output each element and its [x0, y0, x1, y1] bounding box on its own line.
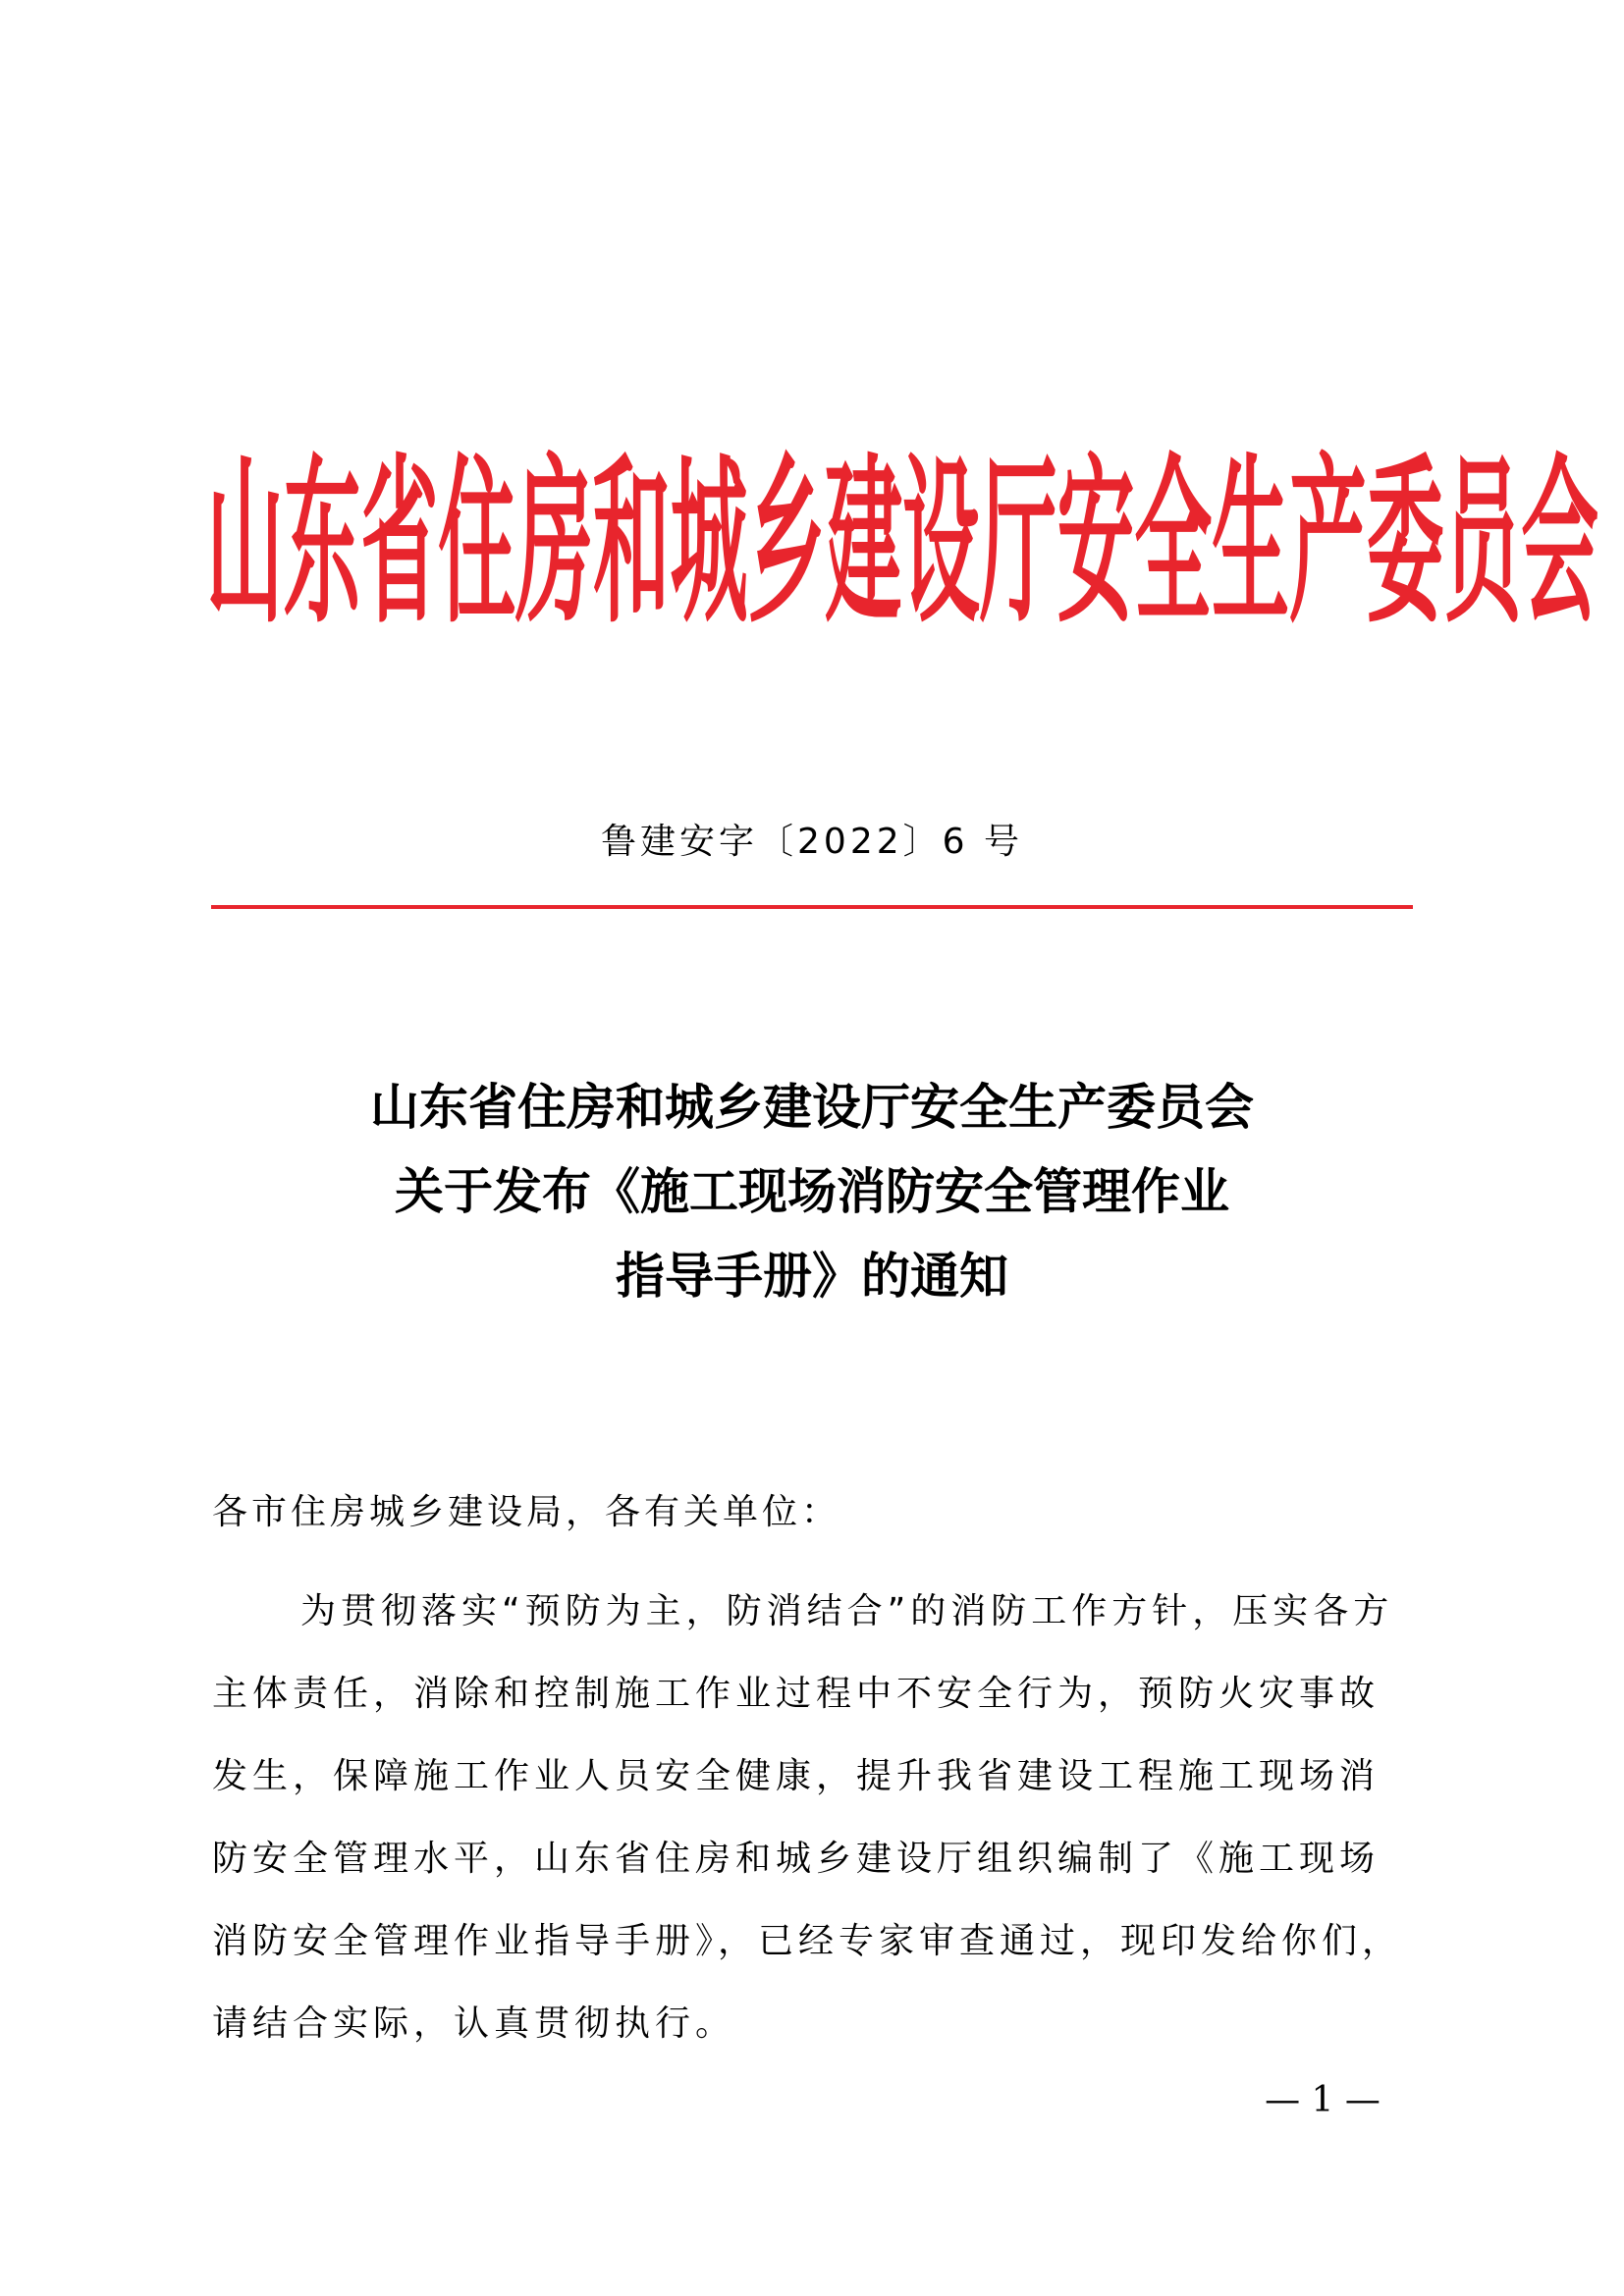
- masthead-title: 山东省住房和城乡建设厅安全生产委员会: [206, 441, 1599, 649]
- title-line: 关于发布《施工现场消防安全管理作业: [395, 1163, 1229, 1220]
- document-number: 鲁建安字〔2022〕6 号: [601, 822, 1023, 862]
- addressee: 各市住房城乡建设局，各有关单位：: [212, 1492, 841, 1532]
- body-line: 发生，保障施工作业人员安全健康，提升我省建设工程施工现场消: [212, 1756, 1380, 1796]
- body-paragraph: [212, 1571, 1420, 2065]
- title-line: 山东省住房和城乡建设厅安全生产委员会: [370, 1079, 1254, 1136]
- body-line: 消防安全管理作业指导手册》，已经专家审查通过，现印发给你们，: [212, 1921, 1403, 1961]
- body-line: 为贯彻落实“预防为主，防消结合”的消防工作方针，压实各方: [300, 1591, 1394, 1631]
- page-number: — 1 —: [1265, 2080, 1380, 2120]
- red-separator-line: [211, 905, 1413, 909]
- body-line: 请结合实际，认真贯彻执行。: [212, 2003, 736, 2044]
- notice-title: [0, 1065, 1624, 1318]
- body-line: 防安全管理水平，山东省住房和城乡建设厅组织编制了《施工现场: [212, 1839, 1380, 1879]
- title-line: 指导手册》的通知: [616, 1248, 1008, 1305]
- body-line: 主体责任，消除和控制施工作业过程中不安全行为，预防火灾事故: [212, 1674, 1380, 1714]
- masthead: [206, 437, 1599, 653]
